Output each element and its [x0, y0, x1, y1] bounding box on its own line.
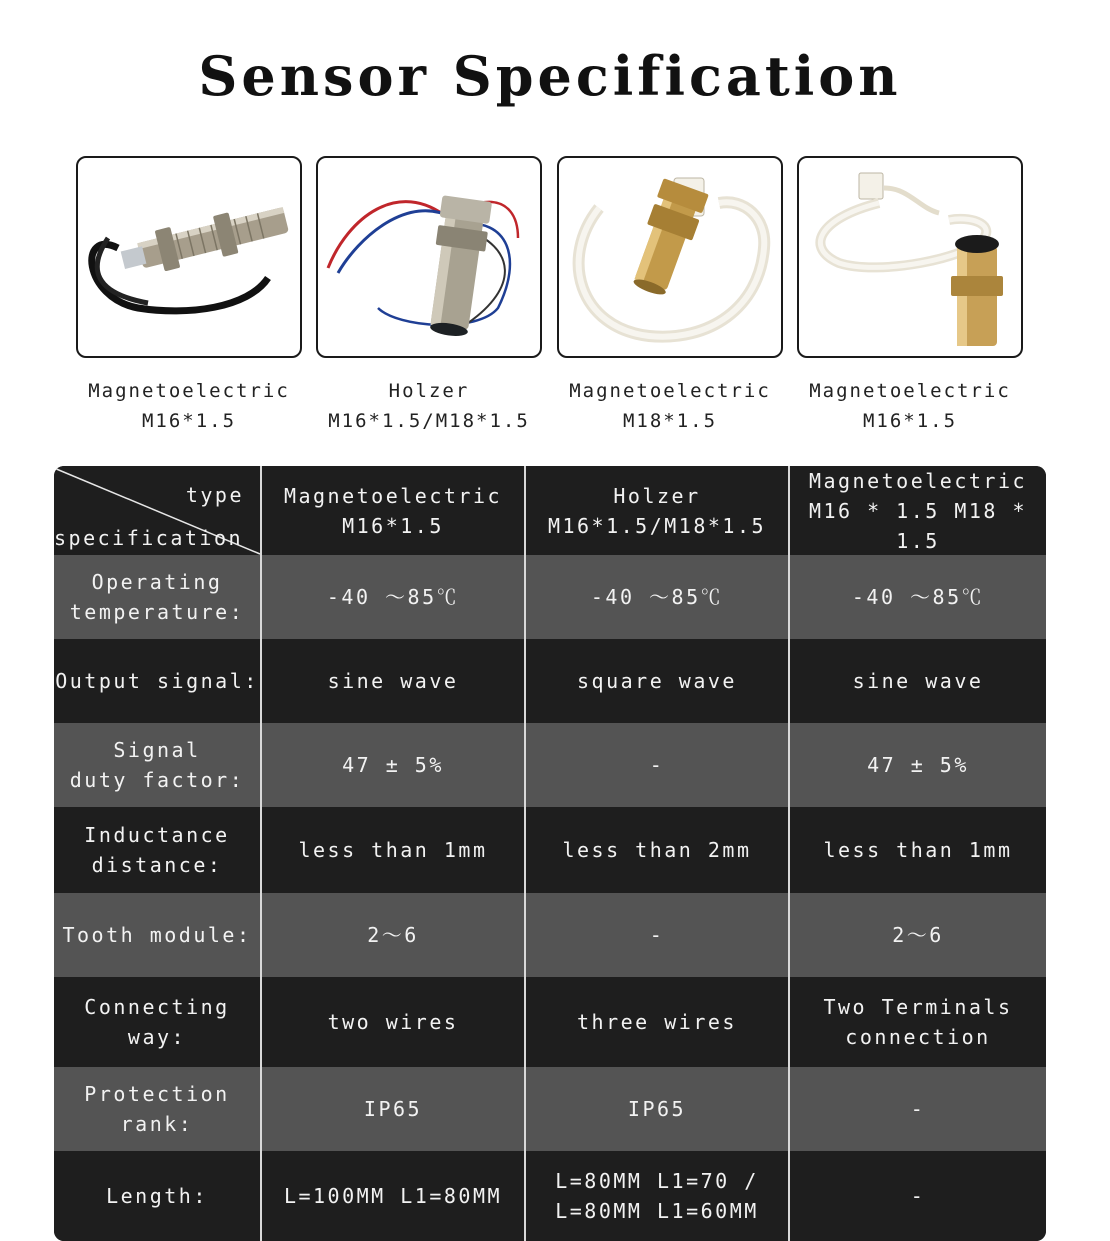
sensor-image — [78, 158, 300, 356]
product-card — [557, 156, 783, 436]
cell-value: - — [910, 1097, 926, 1121]
row-label-line: Signal — [113, 738, 201, 762]
table-cell — [524, 723, 788, 807]
type-label: type — [185, 483, 244, 507]
sensor-image — [318, 158, 540, 356]
table-row — [54, 893, 1046, 977]
product-size: M16*1.5/M18*1.5 — [328, 410, 530, 432]
cell-value: 2～6 — [367, 923, 419, 947]
cell-value: less than 2mm — [562, 838, 752, 862]
table-row — [54, 807, 1046, 893]
table-cell — [260, 555, 524, 639]
row-label — [54, 1151, 260, 1241]
column-header-name: Holzer — [613, 483, 701, 508]
product-card — [797, 156, 1023, 436]
cell-value: less than 1mm — [298, 838, 488, 862]
product-name: Magnetoelectric — [809, 380, 1011, 402]
row-label-line: Connecting way: — [84, 995, 230, 1049]
column-header-size: M16*1.5 — [342, 513, 444, 538]
table-cell — [524, 1067, 788, 1151]
table-row — [54, 639, 1046, 723]
table-cell — [788, 1151, 1046, 1241]
product-name: Magnetoelectric — [569, 380, 771, 402]
row-label — [54, 555, 260, 639]
table-cell — [260, 1067, 524, 1151]
cell-value: three wires — [577, 1010, 737, 1034]
sensor-image — [559, 158, 781, 356]
table-cell — [524, 893, 788, 977]
table-cell — [788, 893, 1046, 977]
row-label — [54, 977, 260, 1067]
product-image-frame — [316, 156, 542, 358]
product-card — [76, 156, 302, 436]
table-cell — [788, 555, 1046, 639]
cell-value: - — [910, 1184, 926, 1208]
column-header-name: Magnetoelectric — [808, 468, 1028, 493]
row-label — [54, 893, 260, 977]
page-title: Sensor Specification — [198, 44, 902, 108]
product-name: Holzer — [388, 380, 470, 402]
table-cell — [260, 977, 524, 1067]
table-cell — [788, 639, 1046, 723]
cell-value: square wave — [577, 669, 737, 693]
product-image-frame — [797, 156, 1023, 358]
product-card — [316, 156, 542, 436]
cell-value: -40 ～85℃ — [590, 585, 724, 609]
row-label-line: Operating — [91, 570, 223, 594]
column-header-name: Magnetoelectric — [283, 483, 503, 508]
product-image-frame — [557, 156, 783, 358]
row-label-line: Protection rank: — [84, 1082, 230, 1136]
cell-value: sine wave — [327, 669, 459, 693]
table-cell — [260, 1151, 524, 1241]
row-label — [54, 807, 260, 893]
row-label — [54, 639, 260, 723]
cell-value: L=80MM L1=70 / — [555, 1169, 759, 1193]
product-size: M18*1.5 — [622, 410, 718, 432]
table-row — [54, 555, 1046, 639]
table-row — [54, 977, 1046, 1067]
table-cell — [260, 723, 524, 807]
cell-value: less than 1mm — [823, 838, 1013, 862]
specification-label: specification — [54, 526, 244, 550]
table-cell — [524, 1151, 788, 1241]
table-cell — [788, 807, 1046, 893]
sensor-image — [799, 158, 1021, 356]
product-size: M16*1.5 — [141, 410, 237, 432]
cell-value: Two Terminals — [823, 995, 1013, 1019]
cell-value: 47 ± 5% — [867, 753, 969, 777]
column-header — [788, 466, 1046, 555]
product-size: M16*1.5 — [862, 410, 958, 432]
table-cell — [524, 555, 788, 639]
table-row — [54, 1067, 1046, 1151]
cell-value: IP65 — [363, 1097, 423, 1121]
table-cell — [260, 893, 524, 977]
column-header-size: M16 * 1.5 M18 * 1.5 — [808, 498, 1028, 553]
row-label — [54, 1067, 260, 1151]
row-label-line: Length: — [106, 1184, 208, 1208]
cell-value: L=100MM L1=80MM — [283, 1184, 503, 1208]
cell-value: sine wave — [852, 669, 984, 693]
table-row — [54, 723, 1046, 807]
row-label-line: Output signal: — [55, 669, 259, 693]
row-label-line: duty factor: — [69, 768, 245, 792]
table-cell — [524, 639, 788, 723]
table-cell — [524, 977, 788, 1067]
row-label-line: distance: — [91, 853, 223, 877]
product-name: Magnetoelectric — [88, 380, 290, 402]
row-label-line: Inductance — [84, 823, 230, 847]
table-cell — [524, 807, 788, 893]
cell-value: - — [649, 753, 665, 777]
cell-value: 47 ± 5% — [342, 753, 444, 777]
cell-value: IP65 — [627, 1097, 687, 1121]
table-cell — [260, 807, 524, 893]
table-cell — [260, 639, 524, 723]
row-label-line: temperature: — [69, 600, 245, 624]
table-cell — [788, 977, 1046, 1067]
table-cell — [788, 723, 1046, 807]
cell-value: -40 ～85℃ — [851, 585, 985, 609]
cell-value: connection — [845, 1025, 991, 1049]
cell-value: -40 ～85℃ — [326, 585, 460, 609]
cell-value: - — [649, 923, 665, 947]
cell-value: 2～6 — [892, 923, 944, 947]
column-header — [524, 466, 788, 555]
row-label-line: Tooth module: — [62, 923, 252, 947]
spec-table — [54, 466, 1046, 1241]
corner-header-cell — [54, 466, 260, 555]
cell-value: two wires — [327, 1010, 459, 1034]
column-header — [260, 466, 524, 555]
column-header-size: M16*1.5/M18*1.5 — [547, 513, 767, 538]
table-cell — [788, 1067, 1046, 1151]
product-image-frame — [76, 156, 302, 358]
row-label — [54, 723, 260, 807]
table-row — [54, 1151, 1046, 1241]
cell-value: L=80MM L1=60MM — [555, 1199, 759, 1223]
table-header-row — [54, 466, 1046, 555]
